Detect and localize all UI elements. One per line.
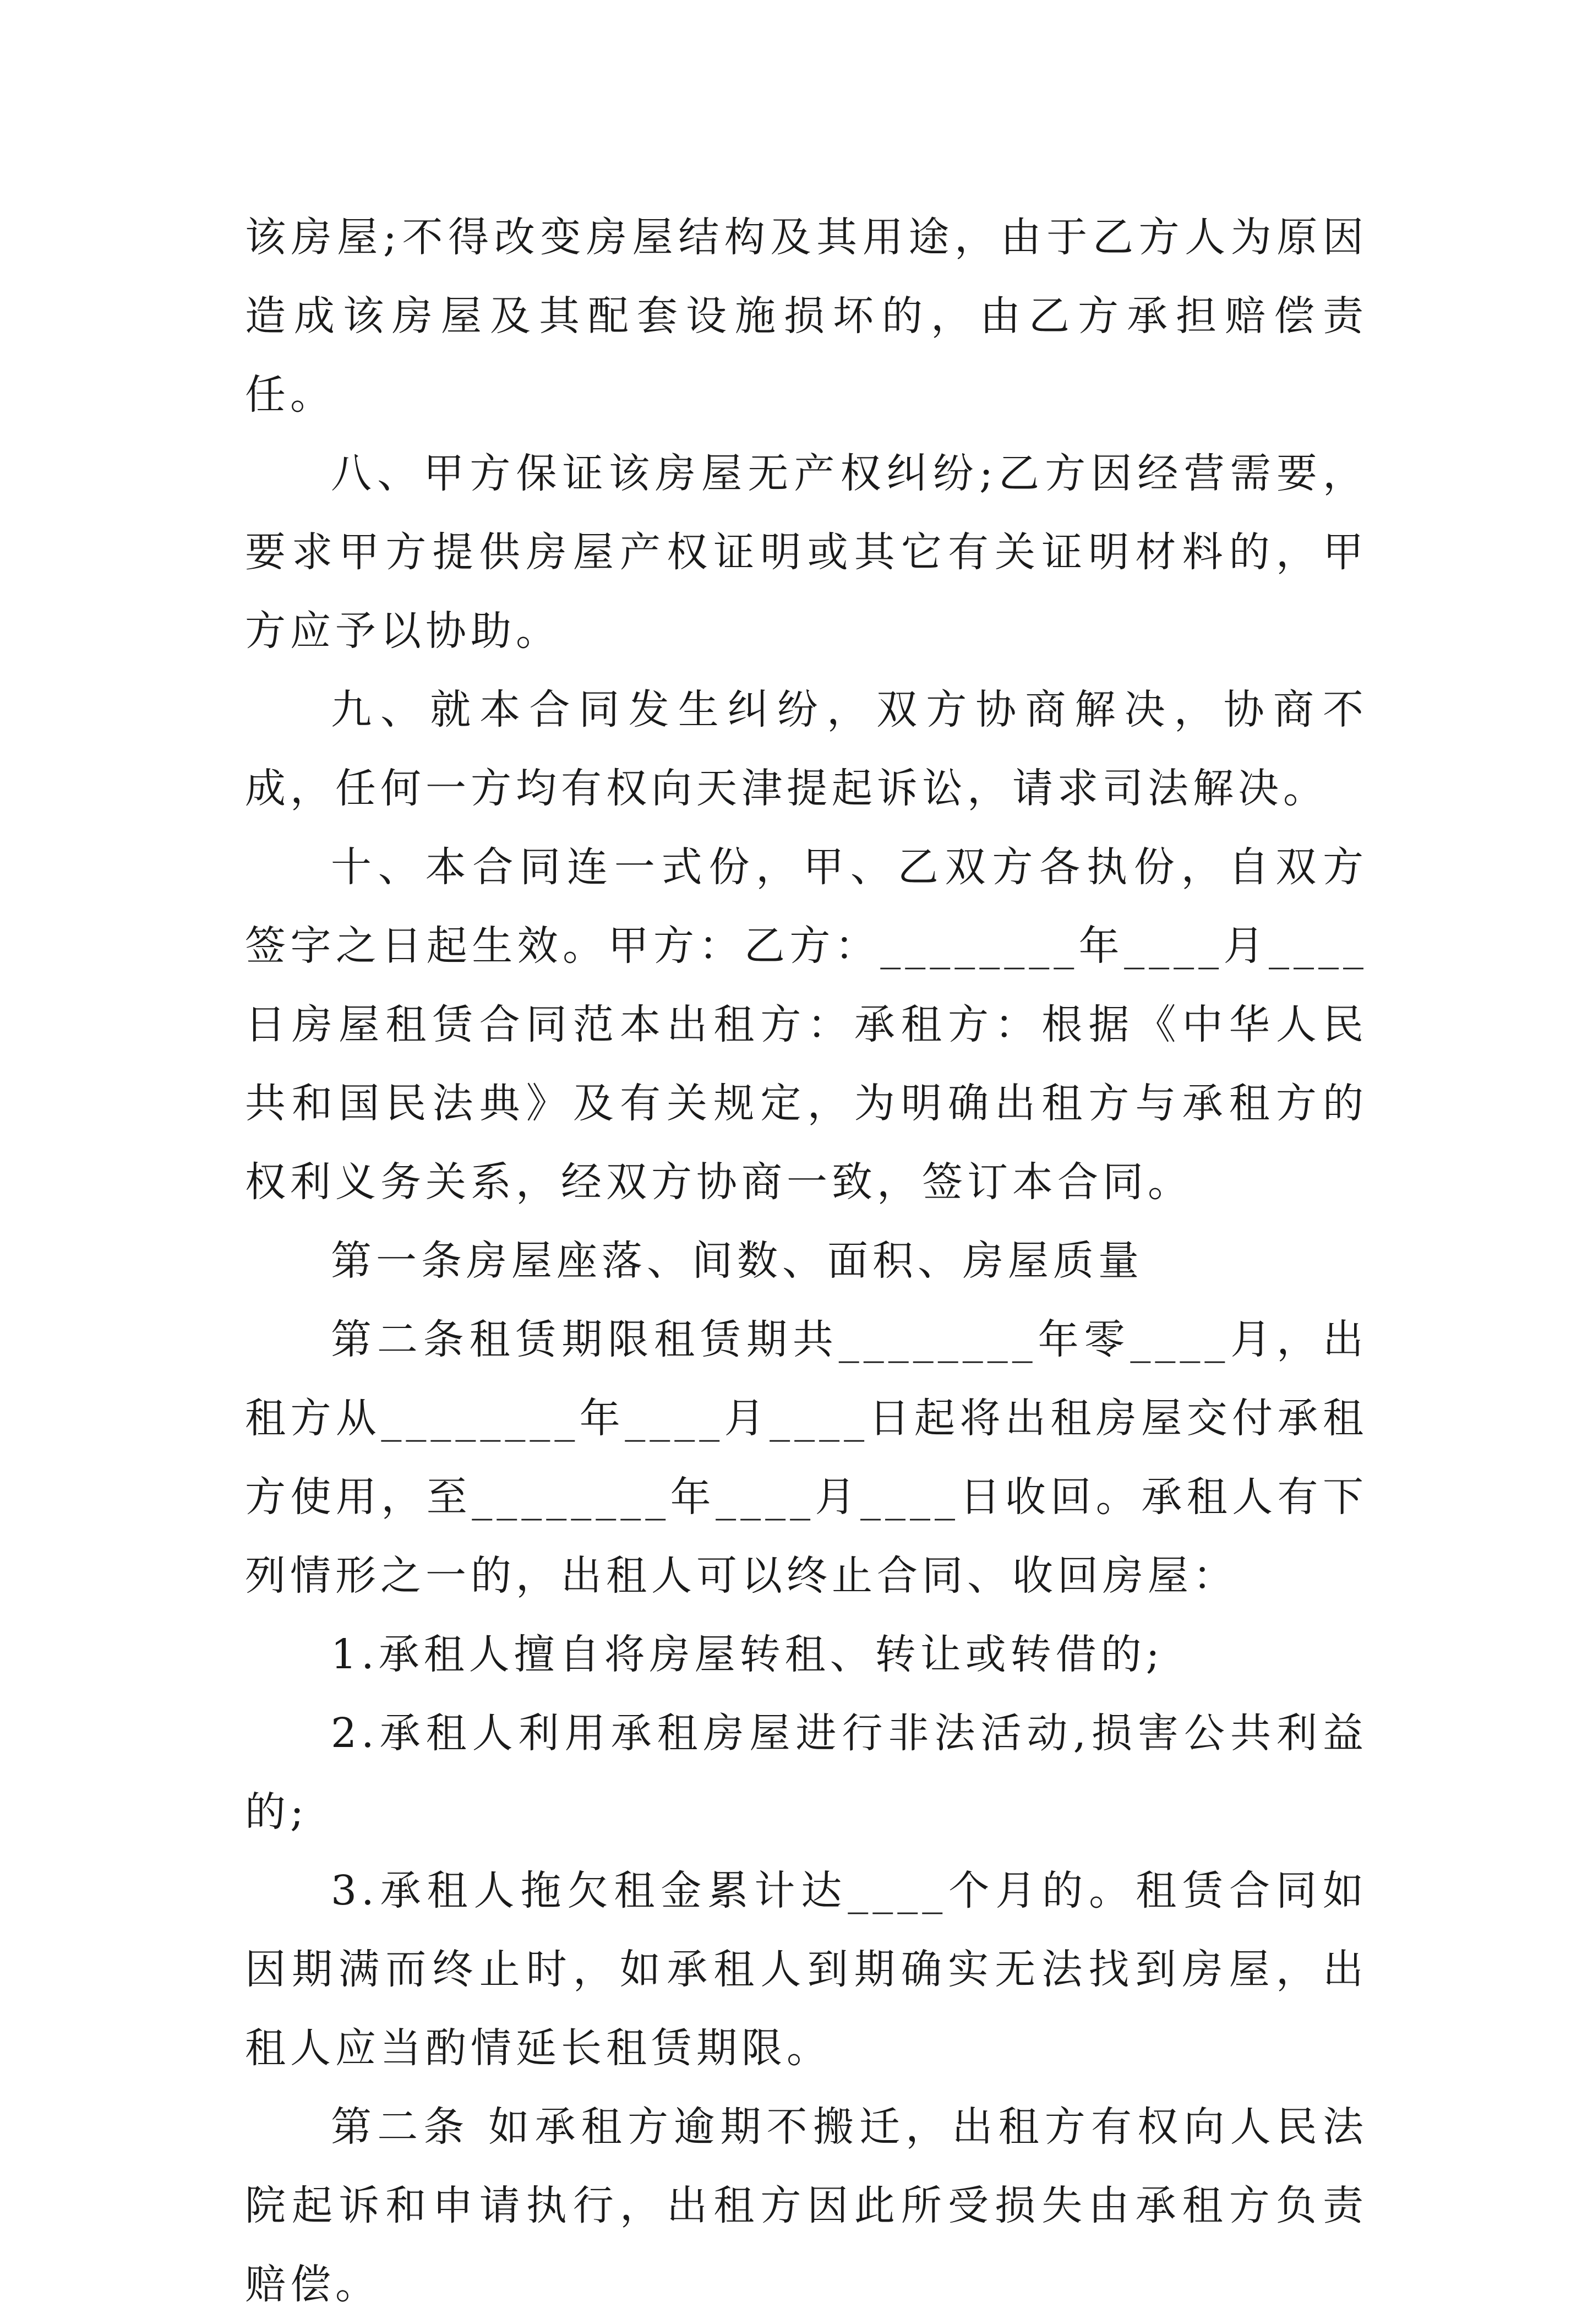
paragraph-article-2-term: 第二条租赁期限租赁期共________年零____月，出租方从________年____月____日起将出租房屋交付承租方使用，至________年____月____日收回。承租人有下列情形之一的，出租人可以终止合同、收回房屋： — [245, 1316, 1368, 1599]
paragraph-continuation: 该房屋;不得改变房屋结构及其用途，由于乙方人为原因造成该房屋及其配套设施损坏的，由乙方承担赔偿责任。 — [245, 214, 1368, 418]
paragraph-article-2-eviction: 第二条 如承租方逾期不搬迁，出租方有权向人民法院起诉和申请执行，出租方因此所受损失由承租方负责赔偿。 — [245, 2103, 1368, 2308]
paragraph-clause-9: 九、就本合同发生纠纷，双方协商解决，协商不成，任何一方均有权向天津提起诉讼，请求司法解决。 — [245, 686, 1368, 812]
paragraph-article-1: 第一条房屋座落、间数、面积、房屋质量 — [331, 1237, 1143, 1285]
paragraph-item-3: 3.承租人拖欠租金累计达____个月的。租赁合同如因期满而终止时，如承租人到期确实无法找到房屋，出租人应当酌情延长租赁期限。 — [245, 1867, 1368, 2072]
paragraph-item-2: 2.承租人利用承租房屋进行非法活动,损害公共利益的; — [245, 1710, 1368, 1836]
paragraph-clause-8: 八、甲方保证该房屋无产权纠纷;乙方因经营需要，要求甲方提供房屋产权证明或其它有关证明材料的，甲方应予以协助。 — [245, 450, 1368, 655]
paragraph-item-1: 1.承租人擅自将房屋转租、转让或转借的; — [331, 1631, 1164, 1678]
paragraph-clause-10: 十、本合同连一式份，甲、乙双方各执份，自双方签字之日起生效。甲方：乙方：________年____月____日房屋租赁合同范本出租方：承租方：根据《中华人民共和国民法典》及有关规定，为明确出租方与承租方的权利义务关系，经双方协商一致，签订本合同。 — [245, 843, 1368, 1206]
document-body — [245, 198, 1368, 2324]
